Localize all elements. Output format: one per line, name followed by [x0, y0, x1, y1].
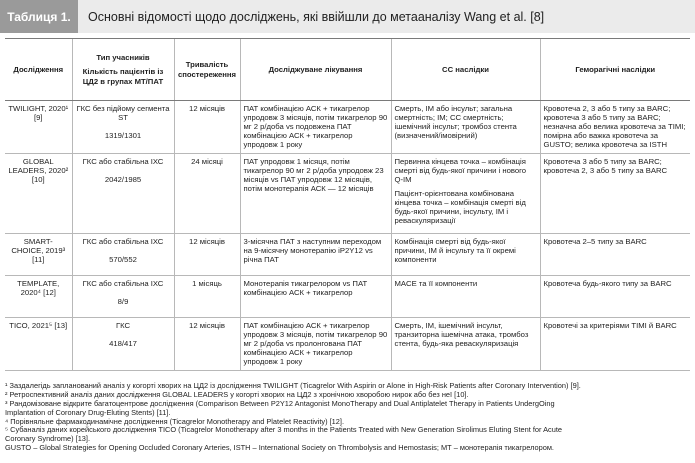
row-cc-outcomes: Смерть, ІМ або інсульт; загальна смертність; ІМ; СС смертність; ішемічний інсульт; тромбоз стента (визначений/імовірний) [391, 101, 540, 154]
footnote: Coronary Syndrome) [13]. [5, 435, 91, 444]
row-cc-secondary: Пацієнт-орієнтована комбінована кінцева точка – комбінація смерті від будь-якої причини, інсульту, ІМ і реваскуляризації [394, 189, 526, 226]
table-row [5, 318, 690, 371]
table-number-label: Таблиця 1. [0, 0, 78, 33]
row-cc-outcomes: Комбінація смерті від будь-якої причини, ІМ й інсульту та її окремі компоненти [391, 234, 540, 276]
row-cc-outcomes [391, 154, 540, 234]
table-row [5, 276, 690, 318]
table-row [5, 154, 690, 234]
header-patients [72, 39, 174, 101]
header-study: Дослідження [5, 39, 72, 101]
header-patients-count: Кількість пацієнтів із ЦД2 в групах МТ/ПАТ [82, 67, 164, 86]
row-patients [72, 276, 174, 318]
table-row [5, 234, 690, 276]
row-patient-type: ГКС або стабільна ІХС [82, 157, 164, 166]
row-patient-type: ГКС без підйому сегмента ST [76, 104, 170, 123]
row-duration: 24 місяці [174, 154, 240, 234]
row-study: TEMPLATE, 2020⁴ [12] [5, 276, 72, 318]
row-hem-outcomes: Кровотеча 2, 3 або 5 типу за BARC; кровотеча 3 або 5 типу за BARC; незначна або велика кровотеча за TIMI; помірна або важка кровотеча за GUSTO; велика кровотеча за ISTH [540, 101, 690, 154]
row-hem-outcomes: Кровотечі за критеріями TIMI й BARC [540, 318, 690, 371]
row-duration: 12 місяців [174, 101, 240, 154]
table-row [5, 101, 690, 154]
row-duration: 12 місяців [174, 234, 240, 276]
row-cc-outcomes: MACE та її компоненти [391, 276, 540, 318]
row-hem-outcomes: Кровотеча будь-якого типу за BARC [540, 276, 690, 318]
row-patient-count: 570/552 [109, 255, 137, 265]
footnote: ² Ретроспективний аналіз даних дослідження GLOBAL LEADERS у когорті хворих на ЦД2 з хронічною хворобою нирок або без неї [10]. [5, 390, 469, 399]
footnote: ³ Рандомізоване відкрите багатоцентрове дослідження (Comparison Between P2Y12 Antagonist MonoTherapy and Dual Antiplatelet Therapy in Patients UndergOing [5, 399, 555, 408]
row-patient-type: ГКС або стабільна ІХС [82, 237, 164, 246]
row-treatment: ПАТ комбінацією АСК + тикагрелор упродовж 3 місяців, потім тикагрелор 90 мг 2 р/доба vs подовжена ПАТ комбінацією АСК + тикагрелор упродовж 1 року [240, 101, 391, 154]
header-treatment: Досліджуване лікування [240, 39, 391, 101]
footnotes [5, 382, 691, 453]
row-study: SMART-CHOICE, 2019³ [11] [5, 234, 72, 276]
row-study: GLOBAL LEADERS, 2020² [10] [5, 154, 72, 234]
row-patient-type: ГКС або стабільна ІХС [82, 279, 164, 288]
studies-table [5, 38, 690, 371]
table-header-row [5, 39, 690, 101]
table-title: Основні відомості щодо досліджень, які ввійшли до метааналізу Wang et al. [8] [88, 9, 545, 24]
row-patients [72, 318, 174, 371]
row-treatment: Монотерапія тикагрелором vs ПАТ комбінацією АСК + тикагрелор [240, 276, 391, 318]
row-treatment: ПАТ комбінацією АСК + тикагрелор упродовж 3 місяців, потім тикагрелор 90 мг 2 р/доба vs пролонгована ПАТ комбінацією АСК + тикагрелор упродовж 1 року [240, 318, 391, 371]
row-patient-count: 2042/1985 [104, 175, 142, 185]
row-duration: 12 місяців [174, 318, 240, 371]
footnote: ¹ Заздалегідь запланований аналіз у когорті хворих на ЦД2 із дослідження TWILIGHT (Ticagrelor With Aspirin or Alone in High-Risk Patients after Coronary Intervention) [9]. [5, 382, 581, 390]
row-duration: 1 місяць [174, 276, 240, 318]
footnote: ⁵ Субаналіз даних корейського дослідження TICO (Ticagrelor Monotherapy after 3 months in the Patients Treated with New Generation Sirolimus Eluting Stent for Acute [5, 426, 563, 435]
row-patients [72, 234, 174, 276]
row-patient-type: ГКС [115, 321, 131, 330]
header-duration: Тривалість спостереження [174, 39, 240, 101]
row-patient-count: 418/417 [109, 339, 137, 349]
row-patient-count: 8/9 [117, 297, 129, 307]
row-cc-outcomes: Смерть, ІМ, ішемічний інсульт, транзиторна ішемічна атака, тромбоз стента, будь-яка реваскуляризація [391, 318, 540, 371]
row-study: TICO, 2021⁵ [13] [5, 318, 72, 371]
footnote: Implantation of Coronary Drug-Eluting Stents) [11]. [5, 408, 171, 417]
row-patients [72, 154, 174, 234]
row-patient-count: 1319/1301 [104, 131, 142, 141]
row-hem-outcomes: Кровотеча 2–5 типу за BARC [540, 234, 690, 276]
header-cc-outcomes: СС наслідки [391, 39, 540, 101]
footnote: ⁴ Порівняльне фармакодинамічне дослідження (Ticagrelor Monotherapy and Platelet Reactivity) [12]. [5, 417, 344, 426]
row-hem-outcomes: Кровотеча 3 або 5 типу за BARC; кровотеча 2, 3 або 5 типу за BARC [540, 154, 690, 234]
footnote-abbreviations: GUSTO – Global Strategies for Opening Occluded Coronary Arteries, ISTH – International Society on Thrombolysis and Hemostasis; МТ – монотерапія тикагрелором. [5, 444, 554, 453]
table-title-bar [0, 0, 695, 33]
row-study: TWILIGHT, 2020¹ [9] [5, 101, 72, 154]
row-treatment: ПАТ упродовж 1 місяця, потім тикагрелор 90 мг 2 р/доба упродовж 23 місяців vs ПАТ упродовж 12 місяців, потім монотерапія АСК — 12 місяців [240, 154, 391, 234]
row-patients [72, 101, 174, 154]
header-patients-type: Тип учасників [96, 53, 150, 63]
row-cc-primary: Первинна кінцева точка – комбінація смерті від будь-якої причини і нового Q-ІМ [394, 157, 527, 185]
header-hem-outcomes: Геморагічні наслідки [540, 39, 690, 101]
row-treatment: 3-місячна ПАТ з наступним переходом на 9-місячну монотерапію іР2Y12 vs річна ПАТ [240, 234, 391, 276]
